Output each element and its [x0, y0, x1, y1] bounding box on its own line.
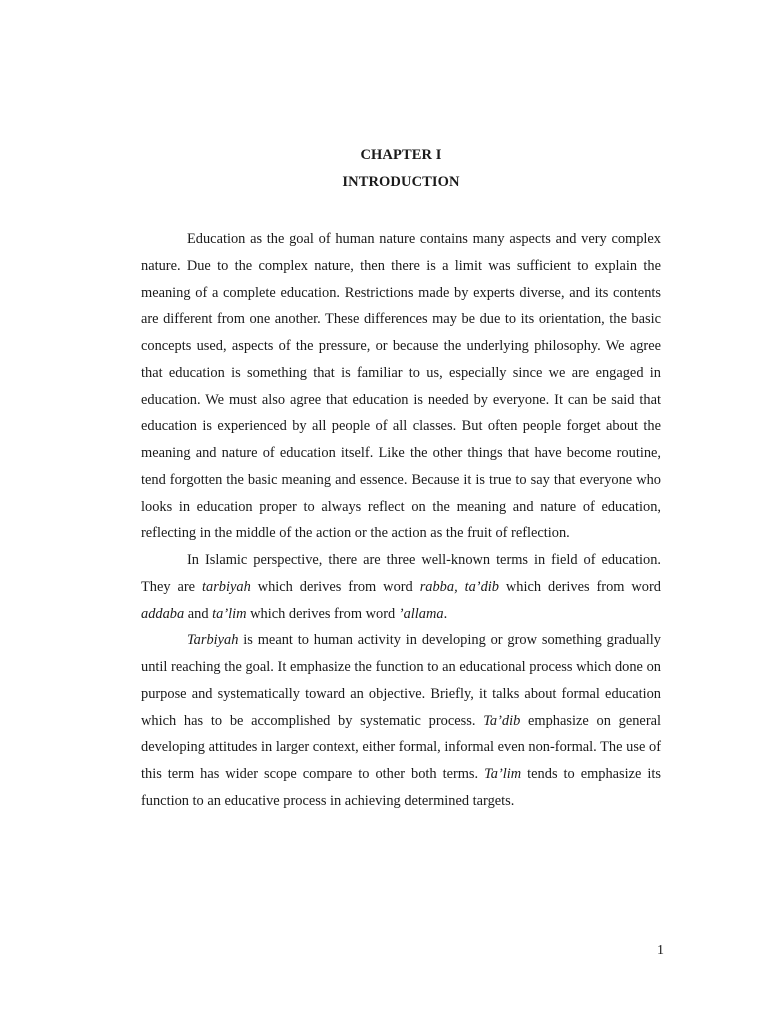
text-run: which derives from word — [250, 578, 420, 595]
page-number: 1 — [657, 943, 664, 958]
paragraph-term-definitions — [141, 627, 661, 814]
body-text — [141, 226, 661, 815]
paragraph-islamic-terms — [141, 547, 661, 627]
term-allama: ’allama — [398, 605, 444, 622]
text-run: which derives from word — [246, 605, 399, 622]
text-run: . — [443, 605, 448, 622]
text-run: In Islamic perspective, there are three well-known terms in field of education. They are — [141, 552, 661, 595]
chapter-number: CHAPTER I — [360, 147, 442, 163]
term-addaba: addaba — [141, 605, 185, 622]
paragraph-education-nature: Education as the goal of human nature contains many aspects and very complex nature. Due to the complex nature, then there is a limit was sufficient to explain the meaning of a complete education. Restrictions made by experts diverse, and its contents are different from one another. These differences may be due to its orientation, the basic concepts used, aspects of the pressure, or because the underlying philosophy. We agree that education is something that is familiar to us, especially since we are engaged in education. We must also agree that education is needed by everyone. It can be said that education is experienced by all people of all classes. But often people forget about the meaning and nature of education itself. Like the other things that have become routine, tend forgotten the basic meaning and essence. Because it is true to say that everyone who looks in education proper to always reflect on the meaning and nature of education, reflecting in the middle of the action or the action as the fruit of reflection. — [141, 231, 661, 542]
text-run — [458, 579, 465, 595]
term-rabba: rabba, — [419, 578, 458, 595]
term-tarbiyah: tarbiyah — [202, 578, 251, 595]
chapter-title: INTRODUCTION — [342, 174, 460, 190]
term-talim: ta’lim — [212, 605, 247, 622]
text-run: and — [184, 605, 213, 622]
term-talim: Ta’lim — [484, 766, 522, 782]
term-tadib: Ta’dib — [483, 712, 521, 729]
text-run: emphasize on general developing attitudes in larger context, either formal, informal even non-formal. The use of this term has wider scope compare to other both terms. — [141, 712, 662, 782]
term-tadib: ta’dib — [464, 578, 499, 595]
text-run: which derives from word — [498, 578, 661, 595]
text-run: is meant to human activity in developing or grow something gradually until reaching the goal. It emphasize the function to an educational process which done on purpose and systematically toward an objective. Briefly, it talks about formal education which has to be accomplished by systematic process. — [141, 632, 661, 729]
term-tarbiyah: Tarbiyah — [187, 632, 239, 649]
text-run: tends to emphasize its function to an educative process in achieving determined targets. — [141, 766, 661, 809]
